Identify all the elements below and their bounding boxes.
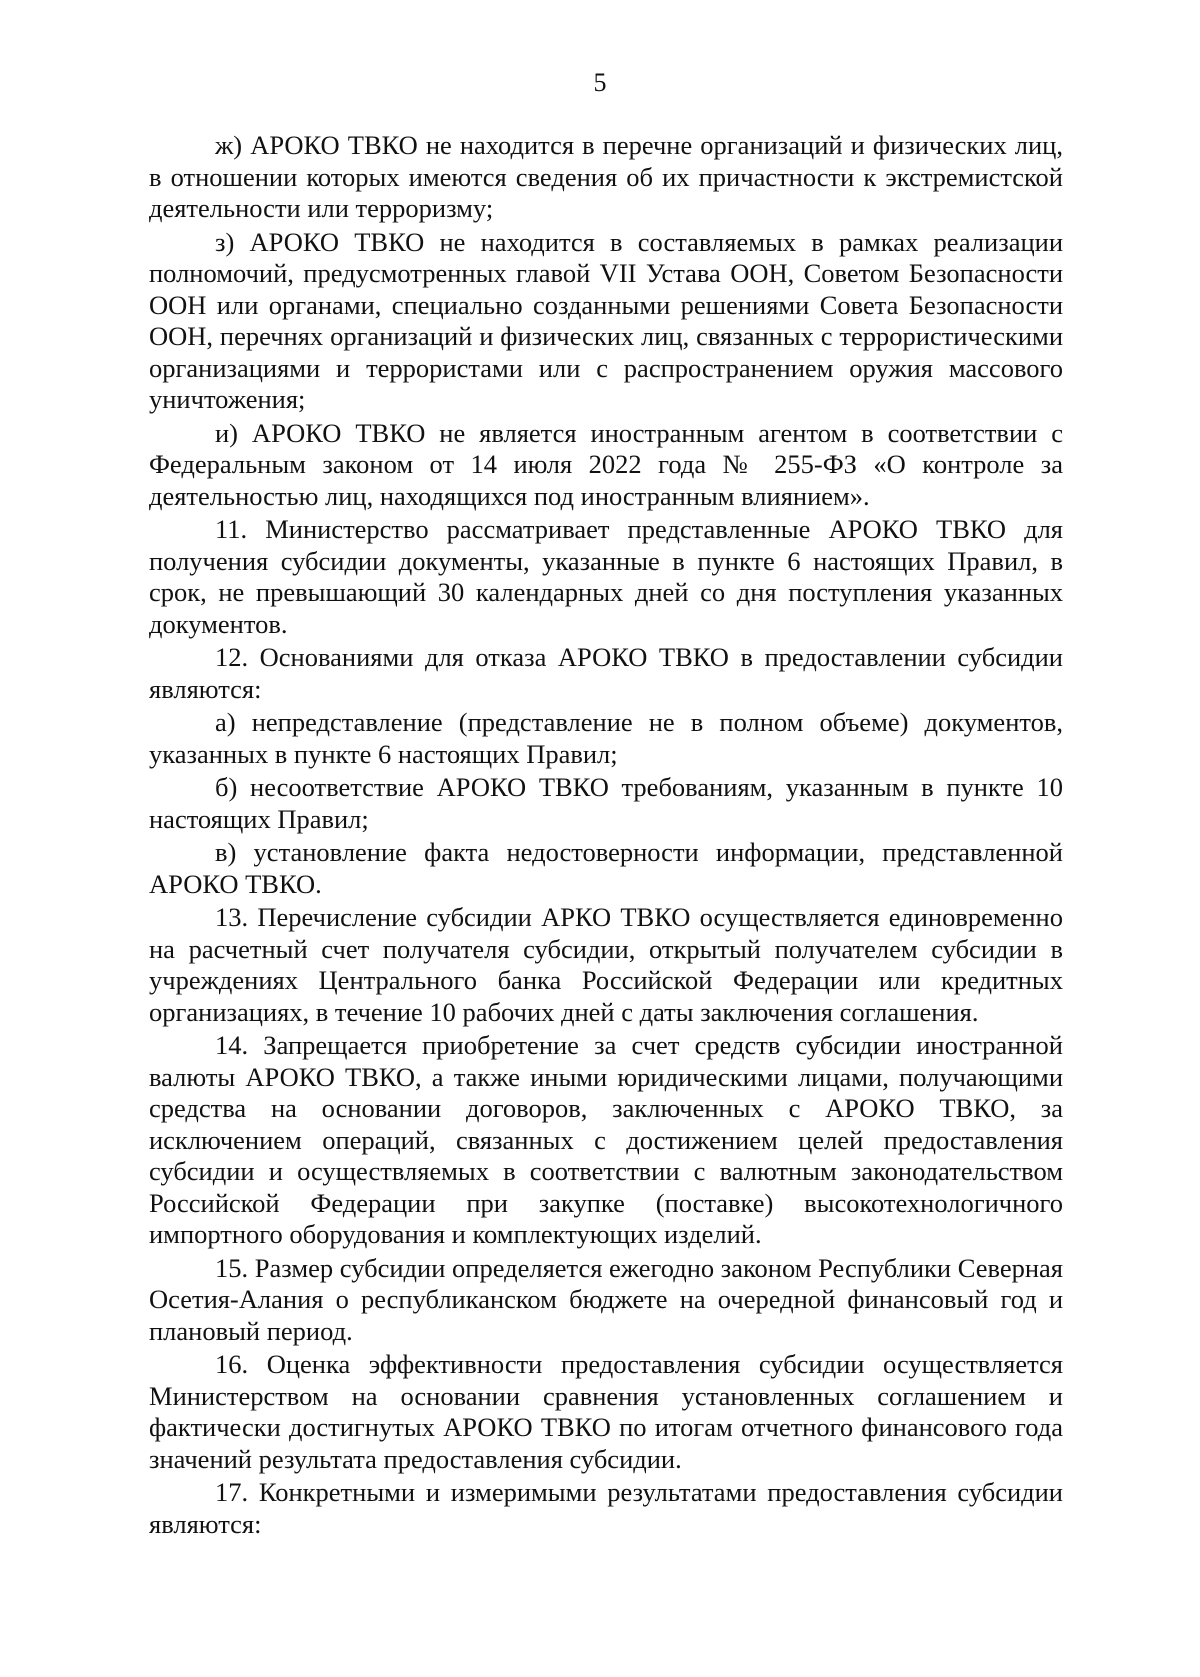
paragraph-i: и) АРОКО ТВКО не является иностранным агентом в соответствии с Федеральным законом от 14 июля 2022 года № 255-ФЗ «О контроле за деятельностью лиц, находящихся под иностранным влиянием». (149, 417, 1063, 511)
paragraph-12b: б) несоответствие АРОКО ТВКО требованиям, указанным в пункте 10 настоящих Правил; (149, 772, 1063, 834)
paragraph-11: 11. Министерство рассматривает представленные АРОКО ТВКО для получения субсидии документы, указанные в пункте 6 настоящих Правил, в срок, не превышающий 30 календарных дней со дня поступления указанных документов. (149, 514, 1063, 639)
paragraph-z: з) АРОКО ТВКО не находится в составляемых в рамках реализации полномочий, предусмотренных главой VII Устава ООН, Советом Безопасности ООН или органами, специально созданными решениями Совета Безопасности ООН, перечнях организаций и физических лиц, связанных с террористическими организациями и террористами или с распространением оружия массового уничтожения; (149, 226, 1063, 414)
paragraph-zh: ж) АРОКО ТВКО не находится в перечне организаций и физических лиц, в отношении которых имеются сведения об их причастности к экстремистской деятельности или терроризму; (149, 130, 1063, 223)
paragraph-14: 14. Запрещается приобретение за счет средств субсидии иностранной валюты АРОКО ТВКО, а также иными юридическими лицами, получающими средства на основании договоров, заключенных с АРОКО ТВКО, за исключением операций, связанных с достижением целей предоставления субсидии и осуществляемых в соответствии с валютным законодательством Российской Федерации при закупке (поставке) высокотехнологичного импортного оборудования и комплектующих изделий. (149, 1030, 1063, 1249)
paragraph-12: 12. Основаниями для отказа АРОКО ТВКО в предоставлении субсидии являются: (149, 642, 1063, 704)
paragraph-15: 15. Размер субсидии определяется ежегодно законом Республики Северная Осетия-Алания о республиканском бюджете на очередной финансовый год и плановый период. (149, 1252, 1063, 1346)
paragraph-12v: в) установление факта недостоверности информации, представленной АРОКО ТВКО. (149, 837, 1063, 899)
paragraph-17: 17. Конкретными и измеримыми результатами предоставления субсидии являются: (149, 1477, 1063, 1539)
paragraph-13: 13. Перечисление субсидии АРКО ТВКО осуществляется единовременно на расчетный счет получателя субсидии, открытый получателем субсидии в учреждениях Центрального банка Российской Федерации или кредитных организациях, в течение 10 рабочих дней с даты заключения соглашения. (149, 902, 1063, 1027)
page-number: 5 (593, 68, 607, 97)
paragraph-12a: а) непредставление (представление не в полном объеме) документов, указанных в пункте 6 настоящих Правил; (149, 707, 1063, 769)
document-body (149, 130, 1063, 1542)
paragraph-16: 16. Оценка эффективности предоставления субсидии осуществляется Министерством на основании сравнения установленных соглашением и фактически достигнутых АРОКО ТВКО по итогам отчетного финансового года значений результата предоставления субсидии. (149, 1349, 1063, 1474)
